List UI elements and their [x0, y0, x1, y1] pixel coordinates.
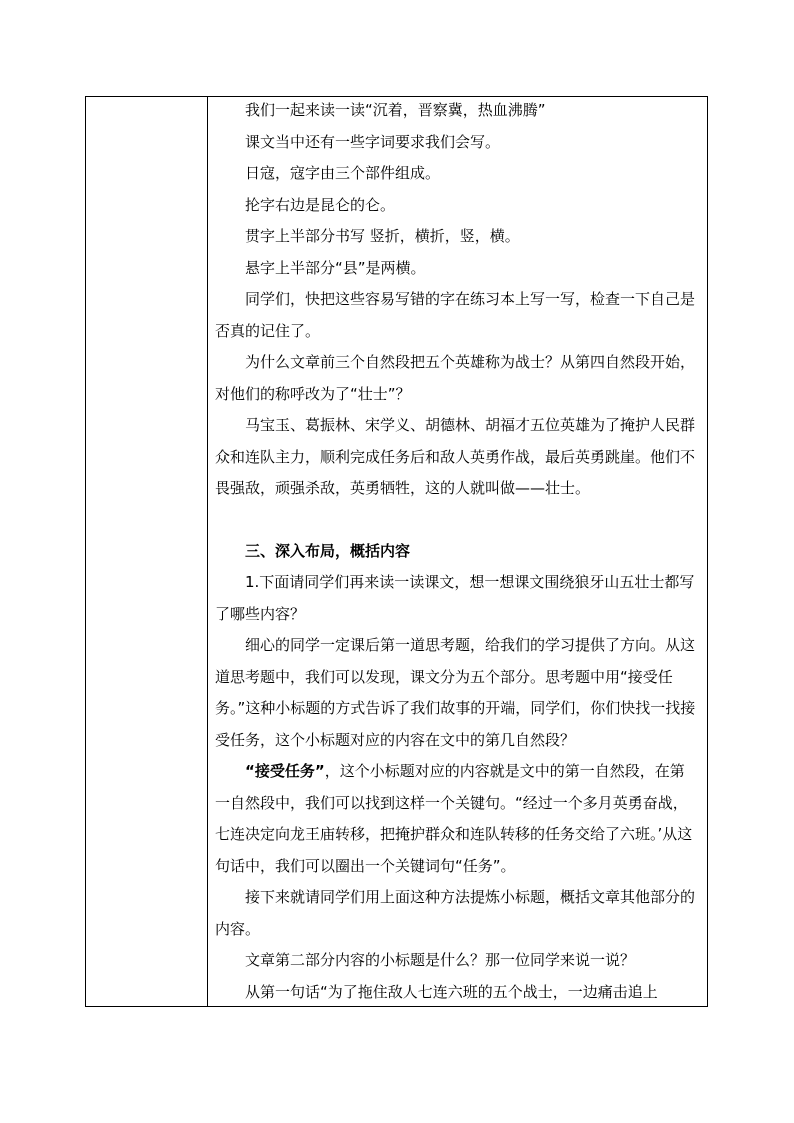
paragraph-9: 马宝玉、葛振林、宋学义、胡德林、胡福才五位英雄为了掩护人民群众和连队主力，顺利完成任务后和敌人英勇作战，最后英勇跳崖。他们不畏强敌，顽强杀敌，英勇牺牲，这的人就叫做——壮士。 [215, 416, 696, 497]
blank-line [215, 505, 699, 536]
paragraph-11: 1.下面请同学们再来读一读课文，想一想课文围绕狼牙山五壮士都写了哪些内容？ [215, 573, 695, 623]
paragraph-12: 细心的同学一定课后第一道思考题，给我们的学习提供了方向。从这道思考题中，我们可以发现，课文分为五个部分。思考题中用“接受任务。”这种小标题的方式告诉了我们故事的开端，同学们，你们快找一找接受任务，这个小标题对应的内容在文中的第几自然段？ [215, 636, 696, 749]
paragraph-7: 同学们，快把这些容易写错的字在练习本上写一写，检查一下自己是否真的记住了。 [215, 290, 696, 340]
bold-phrase: “接受任务” [245, 762, 325, 780]
paragraph-13-rest: ，这个小标题对应的内容就是文中的第一自然段，在第一自然段中，我们可以找到这样一个关键句。“经过一个多月英勇奋战，七连决定向龙王庙转移，把掩护群众和连队转移的任务交给了六班。’从这句话中，我们可以圈出一个关键词句“任务”。 [215, 762, 693, 875]
paragraph-2: 课文当中还有一些字词要求我们会写。 [245, 132, 501, 151]
right-column-cell [208, 97, 707, 1006]
paragraph-6: 悬字上半部分“县”是两横。 [245, 258, 426, 277]
paragraph-15: 文章第二部分内容的小标题是什么？那一位同学来说一说？ [245, 951, 636, 969]
paragraph-4: 抡字右边是昆仑的仑。 [245, 195, 396, 214]
paragraph-3: 日寇，寇字由三个部件组成。 [245, 164, 441, 182]
paragraph-1: 我们一起来读一读“沉着，晋察冀，热血沸腾” [245, 101, 546, 119]
paragraph-5: 贯字上半部分书写 竖折，横折，竖，横。 [245, 227, 520, 245]
paragraph-14: 接下来就请同学们用上面这种方法提炼小标题，概括文章其他部分的内容。 [215, 888, 696, 938]
lesson-table [85, 96, 708, 1007]
paragraph-13 [215, 756, 699, 882]
paragraph-16: 从第一句话“为了拖住敌人七连六班的五个战士，一边痛击追上 [245, 982, 658, 1001]
section-heading: 三、深入布局，概括内容 [245, 541, 411, 560]
paragraph-8: 为什么文章前三个自然段把五个英雄称为战士？从第四自然段开始，对他们的称呼改为了“壮士”？ [215, 353, 696, 403]
